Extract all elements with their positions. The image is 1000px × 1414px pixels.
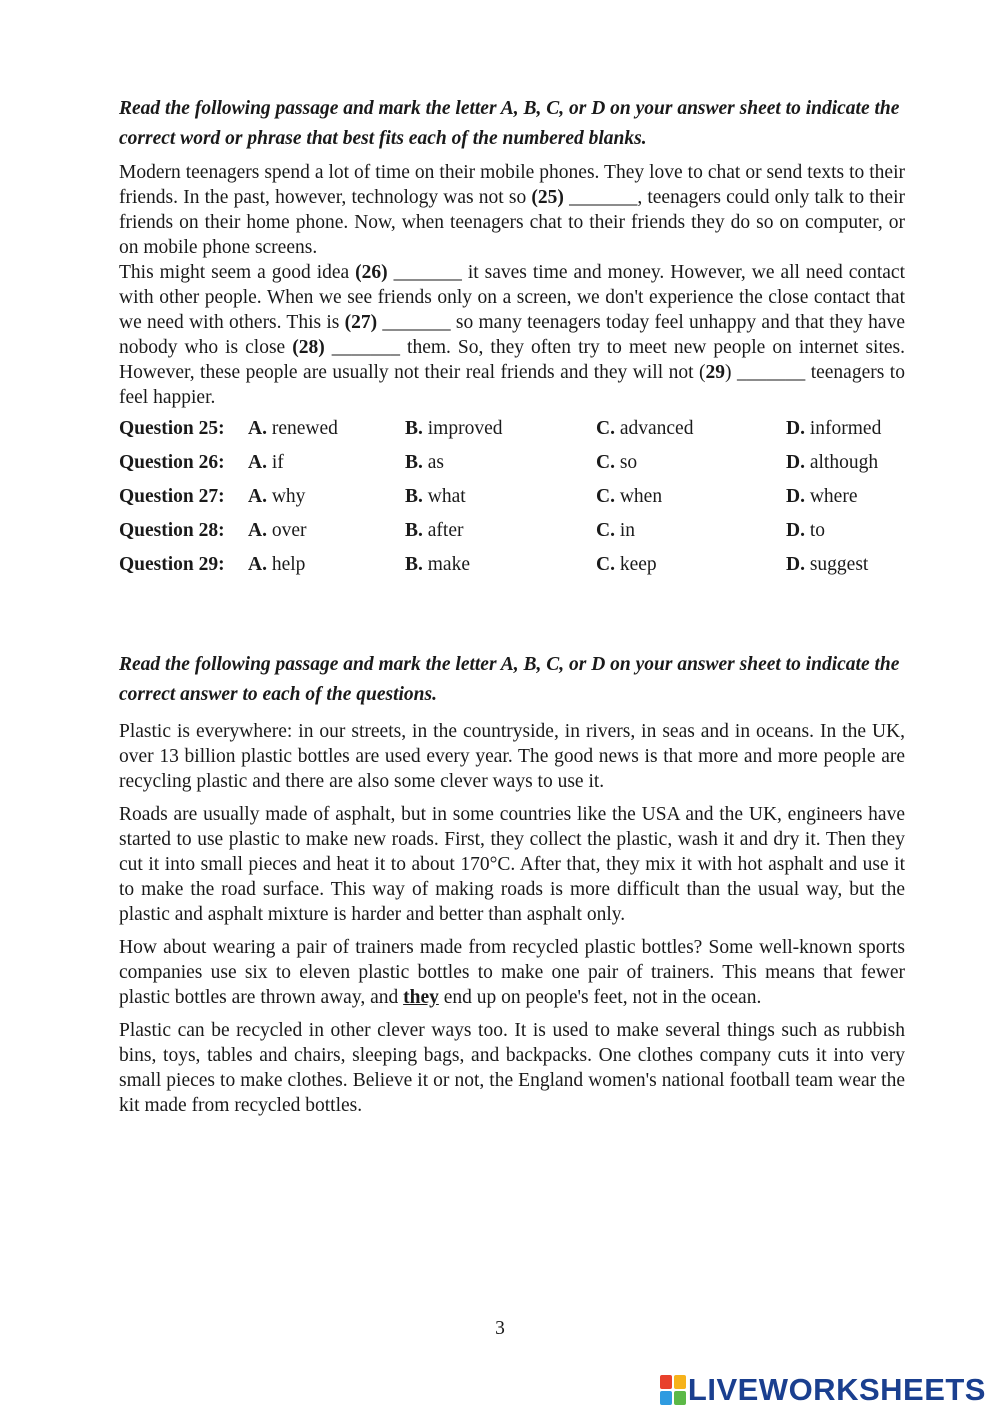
option-c[interactable]: C. keep (596, 554, 657, 575)
option-a[interactable]: A. help (248, 554, 306, 575)
option-d[interactable]: D. suggest (786, 554, 869, 575)
page-number: 3 (495, 1318, 505, 1339)
highlighted-word: they (403, 987, 439, 1008)
option-c[interactable]: C. in (596, 520, 636, 541)
option-b[interactable]: B. what (405, 486, 466, 507)
question-label: Question 28: (119, 520, 225, 541)
liveworksheets-logo[interactable] (660, 1372, 986, 1408)
section-cloze (119, 94, 905, 582)
option-a[interactable]: A. if (248, 452, 284, 473)
blank-26-number: (26) (355, 262, 388, 283)
option-a[interactable]: A. renewed (248, 418, 338, 439)
logo-square (674, 1391, 686, 1405)
blank-25-number: (25) (531, 187, 564, 208)
question-label: Question 26: (119, 452, 225, 473)
reading-paragraph-4: Plastic can be recycled in other clever ways too. It is used to make several things such as rubbish bins, toys, tables and chairs, sleeping bags, and backpacks. One clothes company cuts it into very small pieces to make clothes. Believe it or not, the England women's national football team wear the kit made from recycled bottles. (119, 1020, 905, 1116)
question-row (119, 446, 905, 480)
option-d[interactable]: D. informed (786, 418, 882, 439)
option-d[interactable]: D. where (786, 486, 858, 507)
question-label: Question 25: (119, 418, 225, 439)
question-table (119, 412, 905, 582)
option-c[interactable]: C. so (596, 452, 638, 473)
option-a[interactable]: A. why (248, 486, 306, 507)
liveworksheets-icon (660, 1375, 686, 1405)
blank-27-number: (27) (344, 312, 378, 333)
brand-name: LIVEWORKSHEETS (687, 1372, 986, 1407)
reading-instruction: Read the following passage and mark the letter A, B, C, or D on your answer sheet to indicate the correct answer to each of the questions. (119, 654, 900, 705)
question-row (119, 412, 905, 446)
option-b[interactable]: B. improved (405, 418, 503, 439)
question-row (119, 548, 905, 582)
option-c[interactable]: C. advanced (596, 418, 694, 439)
logo-square (660, 1391, 672, 1405)
question-row (119, 480, 905, 514)
question-label: Question 29: (119, 554, 225, 575)
question-row (119, 514, 905, 548)
cloze-paragraph-2: This might seem a good idea (26) _______ it saves time and money. However, we all need contact with other people. When we see friends only on a screen, we don't experience the close contact that we need with others. This is (27) _______ so many teenagers today feel unhappy and that they have nobody who is close (28) _______ them. So, they often try to meet new people on internet sites. However, these people are usually not their real friends and they will not (29) _______ teenagers to feel happier. (119, 262, 906, 408)
cloze-instruction: Read the following passage and mark the letter A, B, C, or D on your answer sheet to indicate the correct word or phrase that best fits each of the numbered blanks. (119, 98, 900, 149)
blank-28-number: (28) (292, 337, 325, 358)
blank-29-number: 29 (705, 362, 725, 383)
option-d[interactable]: D. to (786, 520, 826, 541)
option-b[interactable]: B. make (405, 554, 470, 575)
option-d[interactable]: D. although (786, 452, 879, 473)
cloze-paragraph-1: Modern teenagers spend a lot of time on their mobile phones. They love to chat or send texts to their friends. In the past, however, technology was not so (25) _______, teenagers could only talk to their friends on their home phone. Now, when teenagers chat to their friends they do so on computer, or on mobile phone screens. (119, 162, 905, 258)
option-a[interactable]: A. over (248, 520, 307, 541)
logo-square (674, 1375, 686, 1389)
reading-paragraph-1: Plastic is everywhere: in our streets, in the countryside, in rivers, in seas and in oceans. In the UK, over 13 billion plastic bottles are used every year. The good news is that more and more people are recycling plastic and there are also some clever ways to use it. (119, 721, 905, 792)
reading-paragraph-3: How about wearing a pair of trainers made from recycled plastic bottles? Some well-known sports companies use six to eleven plastic bottles to make one pair of trainers. This means that fewer plastic bottles are thrown away, and they end up on people's feet, not in the ocean. (119, 937, 905, 1008)
logo-square (660, 1375, 672, 1389)
reading-paragraph-2: Roads are usually made of asphalt, but in some countries like the USA and the UK, engineers have started to use plastic to make new roads. First, they collect the plastic, wash it and dry it. Then they cut it into small pieces and heat it to about 170°C. After that, they mix it with hot asphalt and use it to make the road surface. This way of making roads is more difficult than the usual way, but the plastic and asphalt mixture is harder and better than asphalt only. (119, 804, 905, 925)
option-b[interactable]: B. after (405, 520, 464, 541)
question-label: Question 27: (119, 486, 225, 507)
option-b[interactable]: B. as (405, 452, 445, 473)
section-reading (119, 650, 905, 1126)
option-c[interactable]: C. when (596, 486, 663, 507)
